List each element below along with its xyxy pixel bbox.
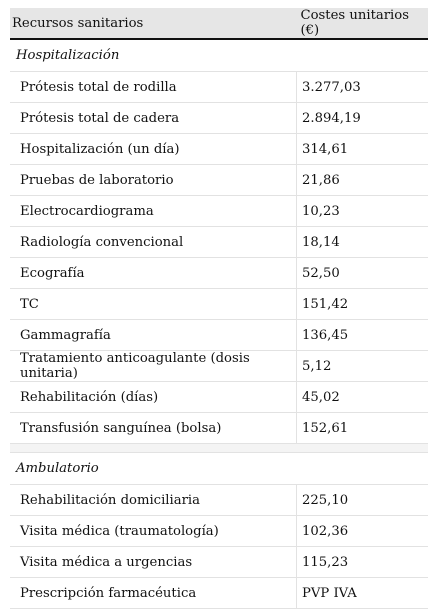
spacer-cell [10,444,428,453]
cost-cell: 5,12 [297,351,429,382]
header-unit-costs: Costes unitarios (€) [297,8,429,39]
table-row [10,413,428,444]
resource-cell: Prótesis total de cadera [10,103,297,134]
resource-cell: Transfusión sanguínea (bolsa) [10,413,297,444]
header-row [10,8,428,39]
cost-cell: 102,36 [297,516,429,547]
table-row [10,516,428,547]
table-row [10,165,428,196]
cost-cell: 52,50 [297,258,429,289]
cost-cell: 21,86 [297,165,429,196]
resource-cell: Pruebas de laboratorio [10,165,297,196]
table-row [10,320,428,351]
resource-cell: Visita médica (traumatología) [10,516,297,547]
cost-cell: 152,61 [297,413,429,444]
resource-cell: Gammagrafía [10,320,297,351]
table-row [10,196,428,227]
cost-cell: 136,45 [297,320,429,351]
costs-table [10,8,428,609]
table-row [10,351,428,382]
cost-cell: 45,02 [297,382,429,413]
table-row [10,382,428,413]
table-row [10,258,428,289]
section-spacer [10,444,428,453]
section-title: Hospitalización [10,39,428,72]
table-row [10,227,428,258]
cost-cell: 18,14 [297,227,429,258]
cost-cell: 10,23 [297,196,429,227]
cost-cell: 2.894,19 [297,103,429,134]
table-row [10,289,428,320]
resource-cell: Rehabilitación (días) [10,382,297,413]
cost-cell: 151,42 [297,289,429,320]
resource-cell: Ecografía [10,258,297,289]
table-row [10,134,428,165]
section-title: Ambulatorio [10,453,428,485]
table-body [10,39,428,609]
resource-cell: Tratamiento anticoagulante (dosis unitaria) [10,351,297,382]
table-row [10,103,428,134]
resource-cell: Hospitalización (un día) [10,134,297,165]
cost-cell: 3.277,03 [297,72,429,103]
header-resources: Recursos sanitarios [10,8,297,39]
resource-cell: Prótesis total de rodilla [10,72,297,103]
resource-cell: Radiología convencional [10,227,297,258]
resource-cell: Prescripción farmacéutica [10,578,297,609]
section-header-row [10,39,428,72]
resource-cell: Electrocardiograma [10,196,297,227]
table-row [10,72,428,103]
cost-cell: 225,10 [297,485,429,516]
resource-cell: Rehabilitación domiciliaria [10,485,297,516]
cost-cell: 314,61 [297,134,429,165]
section-header-row [10,453,428,485]
table-row [10,547,428,578]
resource-cell: TC [10,289,297,320]
cost-cell: 115,23 [297,547,429,578]
resource-cell: Visita médica a urgencias [10,547,297,578]
table-row [10,485,428,516]
cost-cell: PVP IVA [297,578,429,609]
